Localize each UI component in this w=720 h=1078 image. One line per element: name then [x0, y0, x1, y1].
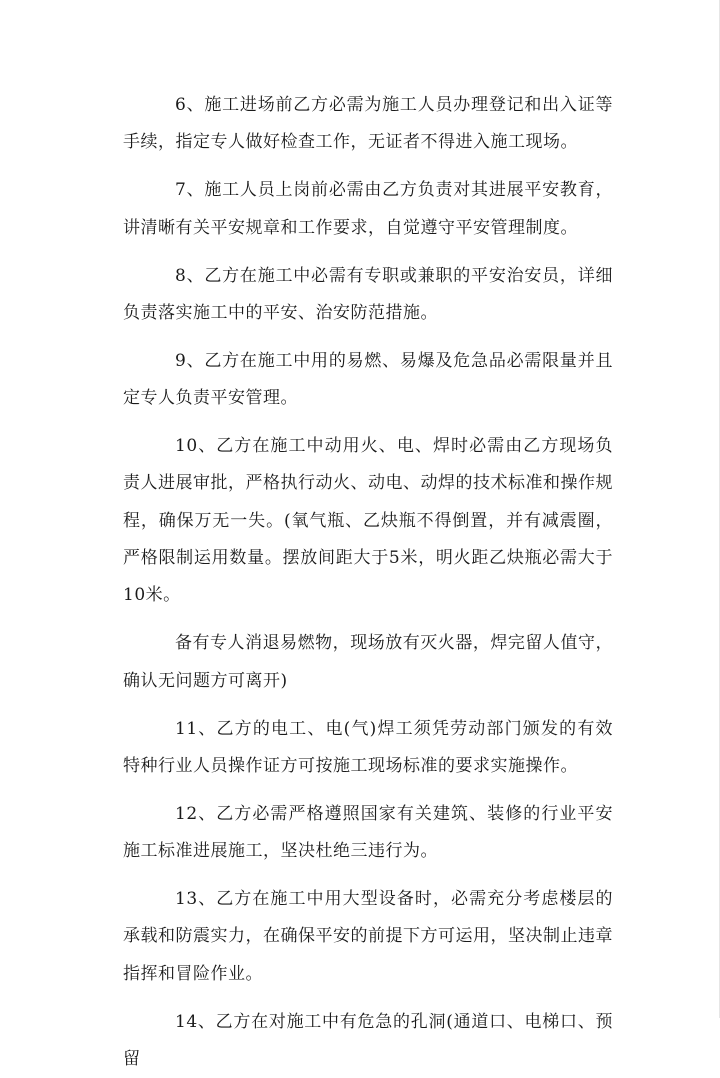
- paragraph-clause-14: 14、乙方在对施工中有危急的孔洞(通道口、电梯口、预留: [123, 1011, 613, 1070]
- paragraph-clause-11: 11、乙方的电工、电(气)焊工须凭劳动部门颁发的有效特种行业人员操作证方可按施工现场标准的要求实施操作。: [123, 718, 613, 776]
- paragraph-clause-10-continued: 备有专人消退易燃物，现场放有灭火器，焊完留人值守，确认无问题方可离开): [123, 633, 613, 691]
- paragraph-clause-13: 13、乙方在施工中用大型设备时，必需充分考虑楼层的承载和防震实力，在确保平安的前提下方可运用，坚决制止违章指挥和冒险作业。: [123, 889, 613, 984]
- paragraph-clause-9: 9、乙方在施工中用的易燃、易爆及危急品必需限量并且定专人负责平安管理。: [123, 350, 613, 409]
- document-body: [123, 87, 613, 1078]
- paragraph-clause-7: 7、施工人员上岗前必需由乙方负责对其进展平安教育，讲清晰有关平安规章和工作要求，自觉遵守平安管理制度。: [123, 180, 613, 238]
- paragraph-clause-8: 8、乙方在施工中必需有专职或兼职的平安治安员，详细负责落实施工中的平安、治安防范措施。: [123, 265, 613, 323]
- paragraph-clause-10: 10、乙方在施工中动用火、电、焊时必需由乙方现场负责人进展审批，严格执行动火、动电、动焊的技术标准和操作规程，确保万无一失。(氧气瓶、乙炔瓶不得倒置，并有减震圈，严格限制运用数量。摆放间距大于5米，明火距乙炔瓶必需大于10米。: [123, 436, 613, 606]
- paragraph-clause-6: 6、施工进场前乙方必需为施工人员办理登记和出入证等手续，指定专人做好检查工作，无证者不得进入施工现场。: [123, 95, 613, 153]
- paragraph-clause-12: 12、乙方必需严格遵照国家有关建筑、装修的行业平安施工标准进展施工，坚决杜绝三违行为。: [123, 803, 613, 862]
